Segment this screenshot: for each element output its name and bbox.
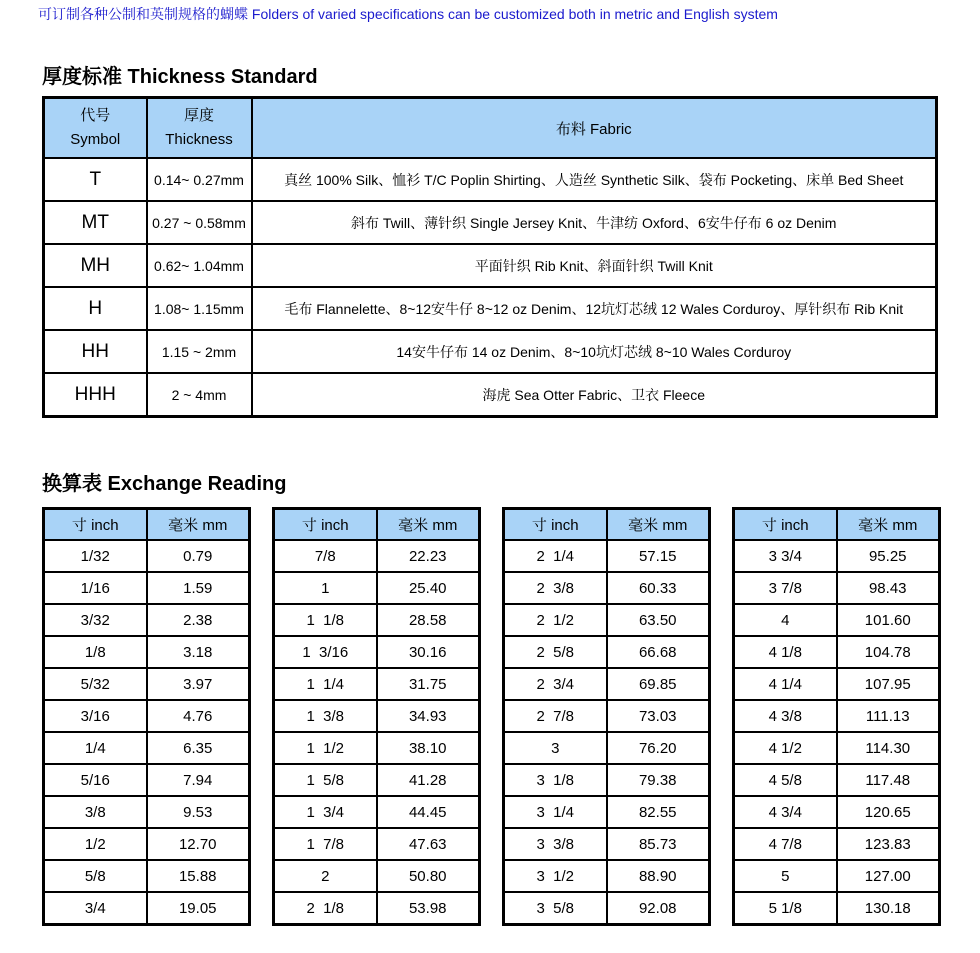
mm-cell: 127.00 xyxy=(837,860,940,892)
symbol-header xyxy=(44,98,147,159)
table-row xyxy=(504,700,710,732)
symbol-cell: HHH xyxy=(44,373,147,417)
table-row xyxy=(504,860,710,892)
inch-cell: 4 3/8 xyxy=(734,700,837,732)
table-row xyxy=(44,201,937,244)
inch-cell: 1/32 xyxy=(44,540,147,572)
mm-cell: 82.55 xyxy=(607,796,710,828)
thickness-standard-title: 厚度标准 Thickness Standard xyxy=(42,66,318,88)
mm-cell: 50.80 xyxy=(377,860,480,892)
inch-cell: 1 xyxy=(274,572,377,604)
mm-cell: 47.63 xyxy=(377,828,480,860)
thickness-header-en: Thickness xyxy=(165,131,233,148)
mm-cell: 9.53 xyxy=(147,796,250,828)
table-row xyxy=(44,860,250,892)
table-row xyxy=(504,604,710,636)
fabric-cell: 毛布 Flannelette、8~12安牛仔 8~12 oz Denim、12坑灯芯绒 12 Wales Corduroy、厚针织布 Rib Knit xyxy=(252,287,937,330)
mm-cell: 1.59 xyxy=(147,572,250,604)
table-row xyxy=(44,732,250,764)
conversion-header-row xyxy=(734,509,940,541)
table-row xyxy=(44,636,250,668)
table-row xyxy=(274,796,480,828)
mm-cell: 98.43 xyxy=(837,572,940,604)
table-row xyxy=(274,860,480,892)
table-row xyxy=(44,892,250,925)
inch-cell: 1 3/8 xyxy=(274,700,377,732)
thickness-header xyxy=(147,98,252,159)
mm-cell: 114.30 xyxy=(837,732,940,764)
table-row xyxy=(44,244,937,287)
inch-cell: 4 5/8 xyxy=(734,764,837,796)
thickness-header-row xyxy=(44,98,937,159)
mm-cell: 31.75 xyxy=(377,668,480,700)
table-row xyxy=(734,700,940,732)
table-row xyxy=(274,540,480,572)
inch-cell: 4 3/4 xyxy=(734,796,837,828)
conversion-table-1 xyxy=(42,507,251,926)
conversion-header-row xyxy=(504,509,710,541)
mm-cell: 28.58 xyxy=(377,604,480,636)
mm-cell: 53.98 xyxy=(377,892,480,925)
mm-cell: 4.76 xyxy=(147,700,250,732)
inch-cell: 2 5/8 xyxy=(504,636,607,668)
table-row xyxy=(44,373,937,417)
conversion-table-2 xyxy=(272,507,481,926)
inch-cell: 3 3/8 xyxy=(504,828,607,860)
table-row xyxy=(734,796,940,828)
table-row xyxy=(504,572,710,604)
thickness-table xyxy=(42,96,938,418)
inch-cell: 3 1/8 xyxy=(504,764,607,796)
inch-cell: 1/2 xyxy=(44,828,147,860)
mm-cell: 44.45 xyxy=(377,796,480,828)
inch-cell: 1 5/8 xyxy=(274,764,377,796)
mm-cell: 85.73 xyxy=(607,828,710,860)
mm-cell: 76.20 xyxy=(607,732,710,764)
inch-cell: 5/32 xyxy=(44,668,147,700)
table-row xyxy=(504,636,710,668)
mm-cell: 60.33 xyxy=(607,572,710,604)
table-row xyxy=(274,604,480,636)
table-row xyxy=(44,764,250,796)
inch-cell: 3 1/4 xyxy=(504,796,607,828)
fabric-cell: 真丝 100% Silk、恤衫 T/C Poplin Shirting、人造丝 Synthetic Silk、袋布 Pocketing、床单 Bed Sheet xyxy=(252,158,937,201)
symbol-cell: T xyxy=(44,158,147,201)
mm-cell: 38.10 xyxy=(377,732,480,764)
inch-cell: 1/16 xyxy=(44,572,147,604)
inch-header: 寸 inch xyxy=(274,509,377,541)
inch-cell: 5/8 xyxy=(44,860,147,892)
mm-cell: 130.18 xyxy=(837,892,940,925)
exchange-reading-title: 换算表 Exchange Reading xyxy=(42,473,287,495)
table-row xyxy=(274,636,480,668)
fabric-cell: 海虎 Sea Otter Fabric、卫衣 Fleece xyxy=(252,373,937,417)
mm-cell: 73.03 xyxy=(607,700,710,732)
inch-cell: 1 3/4 xyxy=(274,796,377,828)
inch-cell: 1/4 xyxy=(44,732,147,764)
mm-cell: 88.90 xyxy=(607,860,710,892)
mm-cell: 41.28 xyxy=(377,764,480,796)
thickness-cell: 1.08~ 1.15mm xyxy=(147,287,252,330)
table-row xyxy=(274,572,480,604)
mm-cell: 19.05 xyxy=(147,892,250,925)
mm-cell: 12.70 xyxy=(147,828,250,860)
inch-cell: 5 1/8 xyxy=(734,892,837,925)
inch-cell: 3/4 xyxy=(44,892,147,925)
fabric-header: 布料 Fabric xyxy=(252,98,937,159)
mm-cell: 15.88 xyxy=(147,860,250,892)
table-row xyxy=(44,330,937,373)
thickness-cell: 0.27 ~ 0.58mm xyxy=(147,201,252,244)
mm-cell: 104.78 xyxy=(837,636,940,668)
mm-cell: 117.48 xyxy=(837,764,940,796)
table-row xyxy=(734,604,940,636)
table-row xyxy=(274,700,480,732)
inch-cell: 2 1/8 xyxy=(274,892,377,925)
mm-header: 毫米 mm xyxy=(607,509,710,541)
inch-cell: 3/16 xyxy=(44,700,147,732)
table-row xyxy=(504,540,710,572)
mm-header: 毫米 mm xyxy=(147,509,250,541)
table-row xyxy=(734,828,940,860)
mm-cell: 3.97 xyxy=(147,668,250,700)
mm-cell: 25.40 xyxy=(377,572,480,604)
table-row xyxy=(44,572,250,604)
symbol-cell: HH xyxy=(44,330,147,373)
inch-cell: 2 xyxy=(274,860,377,892)
inch-cell: 4 xyxy=(734,604,837,636)
table-row xyxy=(734,668,940,700)
mm-cell: 2.38 xyxy=(147,604,250,636)
inch-cell: 2 3/4 xyxy=(504,668,607,700)
mm-cell: 6.35 xyxy=(147,732,250,764)
table-row xyxy=(504,796,710,828)
conversion-table-4 xyxy=(732,507,941,926)
table-row xyxy=(504,764,710,796)
inch-cell: 3/32 xyxy=(44,604,147,636)
inch-cell: 4 7/8 xyxy=(734,828,837,860)
thickness-cell: 1.15 ~ 2mm xyxy=(147,330,252,373)
inch-cell: 3 5/8 xyxy=(504,892,607,925)
table-row xyxy=(274,764,480,796)
mm-cell: 95.25 xyxy=(837,540,940,572)
table-row xyxy=(734,764,940,796)
table-row xyxy=(44,604,250,636)
conversion-header-row xyxy=(274,509,480,541)
table-row xyxy=(44,700,250,732)
symbol-cell: H xyxy=(44,287,147,330)
inch-cell: 2 1/2 xyxy=(504,604,607,636)
mm-cell: 123.83 xyxy=(837,828,940,860)
customization-note: 可订制各种公制和英制规格的蝴蝶 Folders of varied specifications can be customized both in metric and English system xyxy=(38,6,778,22)
mm-cell: 107.95 xyxy=(837,668,940,700)
table-row xyxy=(274,892,480,925)
thickness-cell: 2 ~ 4mm xyxy=(147,373,252,417)
symbol-cell: MH xyxy=(44,244,147,287)
table-row xyxy=(504,668,710,700)
symbol-header-en: Symbol xyxy=(70,131,121,148)
symbol-header-zh: 代号 xyxy=(80,107,111,124)
inch-cell: 1 3/16 xyxy=(274,636,377,668)
table-row xyxy=(44,540,250,572)
table-row xyxy=(274,828,480,860)
inch-cell: 3 1/2 xyxy=(504,860,607,892)
mm-cell: 57.15 xyxy=(607,540,710,572)
table-row xyxy=(504,732,710,764)
mm-cell: 34.93 xyxy=(377,700,480,732)
inch-cell: 3/8 xyxy=(44,796,147,828)
inch-cell: 1 1/8 xyxy=(274,604,377,636)
fabric-cell: 斜布 Twill、薄针织 Single Jersey Knit、牛津纺 Oxford、6安牛仔布 6 oz Denim xyxy=(252,201,937,244)
inch-cell: 2 3/8 xyxy=(504,572,607,604)
symbol-cell: MT xyxy=(44,201,147,244)
mm-cell: 0.79 xyxy=(147,540,250,572)
inch-cell: 3 xyxy=(504,732,607,764)
table-row xyxy=(734,732,940,764)
table-row xyxy=(44,828,250,860)
inch-cell: 4 1/8 xyxy=(734,636,837,668)
inch-cell: 4 1/4 xyxy=(734,668,837,700)
thickness-cell: 0.14~ 0.27mm xyxy=(147,158,252,201)
mm-cell: 79.38 xyxy=(607,764,710,796)
inch-cell: 2 1/4 xyxy=(504,540,607,572)
inch-cell: 1 1/2 xyxy=(274,732,377,764)
inch-cell: 1/8 xyxy=(44,636,147,668)
mm-cell: 120.65 xyxy=(837,796,940,828)
table-row xyxy=(504,828,710,860)
mm-cell: 101.60 xyxy=(837,604,940,636)
table-row xyxy=(274,668,480,700)
inch-cell: 2 7/8 xyxy=(504,700,607,732)
mm-cell: 30.16 xyxy=(377,636,480,668)
table-row xyxy=(504,892,710,925)
mm-cell: 66.68 xyxy=(607,636,710,668)
inch-header: 寸 inch xyxy=(504,509,607,541)
inch-header: 寸 inch xyxy=(44,509,147,541)
mm-cell: 3.18 xyxy=(147,636,250,668)
inch-cell: 5/16 xyxy=(44,764,147,796)
fabric-cell: 14安牛仔布 14 oz Denim、8~10坑灯芯绒 8~10 Wales Corduroy xyxy=(252,330,937,373)
mm-cell: 111.13 xyxy=(837,700,940,732)
mm-cell: 22.23 xyxy=(377,540,480,572)
table-row xyxy=(44,287,937,330)
inch-cell: 1 7/8 xyxy=(274,828,377,860)
fabric-cell: 平面针织 Rib Knit、斜面针织 Twill Knit xyxy=(252,244,937,287)
inch-cell: 4 1/2 xyxy=(734,732,837,764)
conversion-header-row xyxy=(44,509,250,541)
mm-header: 毫米 mm xyxy=(837,509,940,541)
inch-cell: 7/8 xyxy=(274,540,377,572)
table-row xyxy=(734,892,940,925)
thickness-header-zh: 厚度 xyxy=(183,107,214,124)
table-row xyxy=(734,636,940,668)
table-row xyxy=(44,668,250,700)
mm-cell: 63.50 xyxy=(607,604,710,636)
inch-header: 寸 inch xyxy=(734,509,837,541)
table-row xyxy=(44,796,250,828)
mm-cell: 92.08 xyxy=(607,892,710,925)
inch-cell: 3 7/8 xyxy=(734,572,837,604)
mm-cell: 69.85 xyxy=(607,668,710,700)
table-row xyxy=(734,540,940,572)
table-row xyxy=(274,732,480,764)
table-row xyxy=(734,860,940,892)
table-row xyxy=(734,572,940,604)
mm-header: 毫米 mm xyxy=(377,509,480,541)
inch-cell: 3 3/4 xyxy=(734,540,837,572)
thickness-cell: 0.62~ 1.04mm xyxy=(147,244,252,287)
mm-cell: 7.94 xyxy=(147,764,250,796)
table-row xyxy=(44,158,937,201)
inch-cell: 1 1/4 xyxy=(274,668,377,700)
inch-cell: 5 xyxy=(734,860,837,892)
conversion-table-3 xyxy=(502,507,711,926)
